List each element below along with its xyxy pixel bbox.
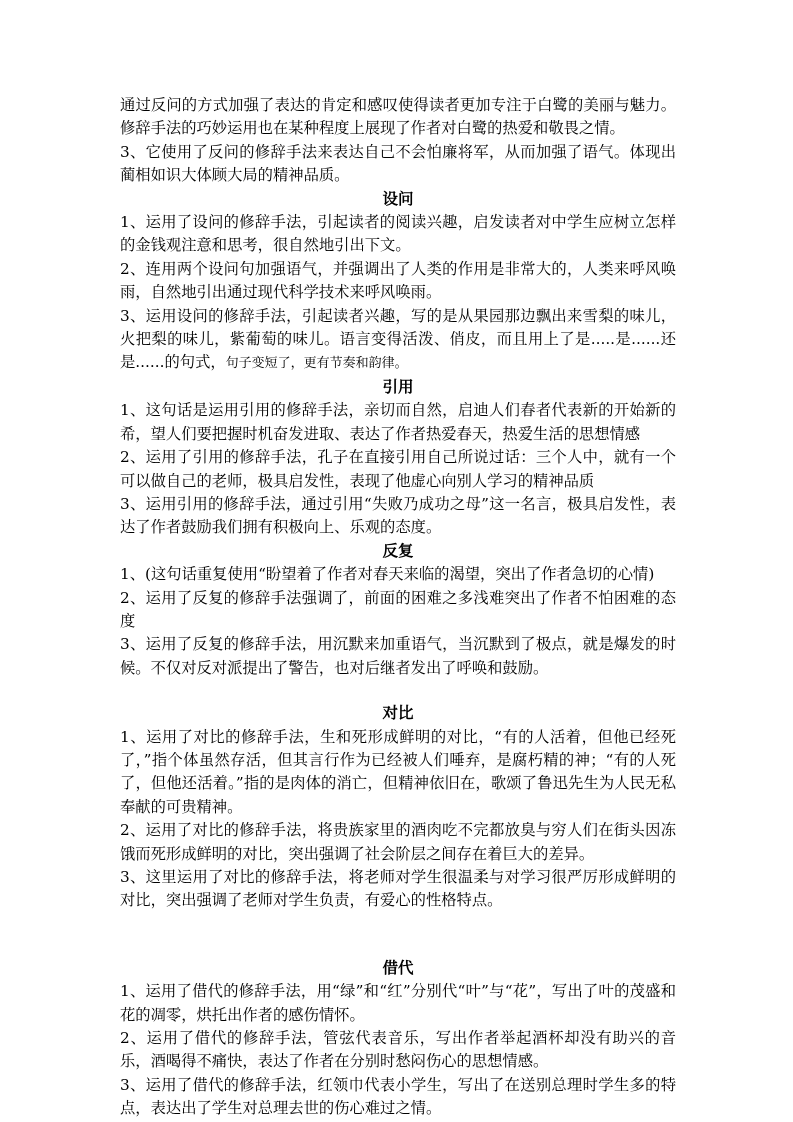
list-item: 1、运用了设问的修辞手法，引起读者的阅读兴趣，启发读者对中学生应树立怎样的金钱观注意和思考，很自然地引出下文。 bbox=[120, 213, 676, 255]
list-item: 3、运用了借代的修辞手法，红领巾代表小学生，写出了在送别总理时学生多的特点，表达出了学生对总理去世的伤心难过之情。 bbox=[120, 1075, 676, 1118]
section-heading-shewen: 设问 bbox=[382, 189, 414, 208]
list-item bbox=[120, 305, 676, 376]
list-item: 2、连用两个设问句加强语气，并强调出了人类的作用是非常大的，人类来呼风唤雨，自然地引出通过现代科学技术来呼风唤雨。 bbox=[120, 259, 676, 302]
list-item: 3、这里运用了对比的修辞手法，将老师对学生很温柔与对学习很严厉形成鲜明的对比，突出强调了老师对学生负责，有爱心的性格特点。 bbox=[120, 868, 676, 910]
document-body bbox=[120, 94, 676, 1121]
blank-line bbox=[120, 680, 676, 702]
list-item: 2、运用了引用的修辞手法，孔子在直接引用自己所说过话：三个人中，就有一个可以做自己的老师，极具启发性，表现了他虚心向别人学习的精神品质 bbox=[120, 448, 676, 490]
list-item: 3、运用引用的修辞手法，通过引用“失败乃成功之母”这一名言，极具启发性，表达了作者鼓励我们拥有积极向上、乐观的态度。 bbox=[120, 494, 676, 537]
list-item-text-small: 句子变短了，更有节奏和韵律。 bbox=[225, 356, 408, 372]
list-item: 1、运用了借代的修辞手法，用“绿”和“红”分别代“叶”与“花”，写出了叶的茂盛和花的凋零，烘托出作者的感伤情怀。 bbox=[120, 982, 676, 1024]
section-heading-yinyong: 引用 bbox=[382, 377, 414, 396]
section-heading-duibi: 对比 bbox=[382, 704, 414, 723]
list-item: 2、运用了对比的修辞手法，将贵族家里的酒肉吃不完都放臭与穷人们在街头因冻饿而死形成鲜明的对比，突出强调了社会阶层之间存在着巨大的差异。 bbox=[120, 821, 676, 863]
list-item: 2、运用了借代的修辞手法，管弦代表音乐，写出作者举起酒杯却没有助兴的音乐，酒喝得不痛快，表达了作者在分别时愁闷伤心的思想情感。 bbox=[120, 1029, 676, 1071]
list-item-text: 3、运用设问的修辞手法，引起读者兴趣，写的是从果园那边飘出来雪梨的味儿，火把梨的味儿，紫葡萄的味儿。语言变得活泼、俏皮，而且用上了是.....是......还是......的句式， bbox=[120, 306, 676, 372]
section-heading-jiedai: 借代 bbox=[382, 958, 414, 977]
paragraph: 通过反问的方式加强了表达的肯定和感叹使得读者更加专注于白鹭的美丽与魅力。修辞手法的巧妙运用也在某种程度上展现了作者对白鹭的热爱和敬畏之情。 bbox=[120, 96, 676, 138]
list-item: 3、运用了反复的修辞手法，用沉默来加重语气，当沉默到了极点，就是爆发的时候。不仅对反对派提出了警告，也对后继者发出了呼唤和鼓励。 bbox=[120, 635, 676, 677]
blank-line bbox=[120, 913, 676, 957]
section-heading-fanfu: 反复 bbox=[382, 541, 414, 560]
list-item: 1、运用了对比的修辞手法，生和死形成鲜明的对比，“有的人活着，但他已经死了，”指个体虽然存活，但其言行作为已经被人们唾弃，是腐朽精的神；“有的人死了，但他还活着。”指的是肉体的消亡，但精神依旧在，歌颂了鲁迅先生为人民无私奉献的可贵精神。 bbox=[120, 727, 676, 816]
list-item: 2、运用了反复的修辞手法强调了，前面的困难之多浅难突出了作者不怕困难的态度 bbox=[120, 588, 676, 630]
paragraph: 3、它使用了反问的修辞手法来表达自己不会怕廉将军，从而加强了语气。体现出蔺相如识大体顾大局的精神品质。 bbox=[120, 142, 676, 185]
list-item: 1、这句话是运用引用的修辞手法，亲切而自然，启迪人们春者代表新的开始新的希，望人们要把握时机奋发进取、表达了作者热爱春天，热爱生活的思想情感 bbox=[120, 401, 676, 443]
list-item: 1、(这句话重复使用“盼望着了作者对春天来临的渴望，突出了作者急切的心情) bbox=[120, 565, 655, 584]
